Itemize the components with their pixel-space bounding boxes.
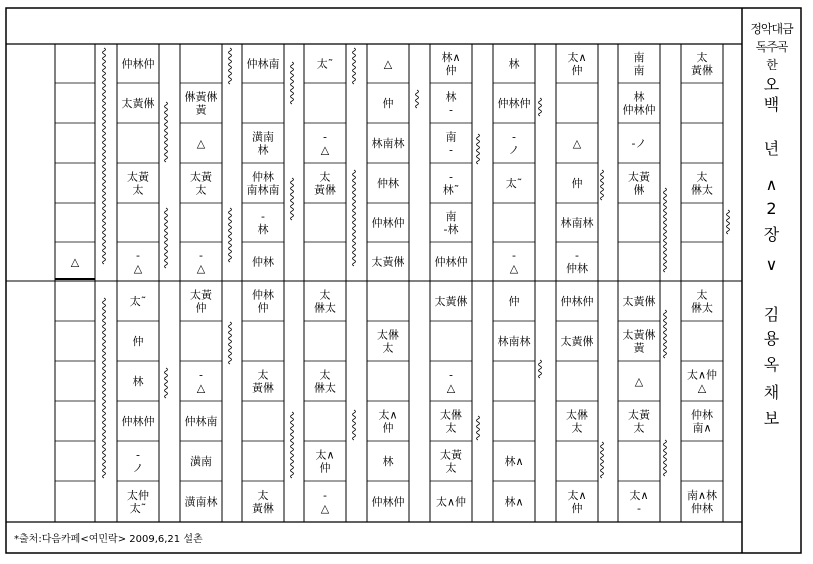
notation-cell: ノ [508,143,520,157]
vibrato-mark [727,210,730,234]
vibrato-mark [353,410,356,440]
title-char: 독주곡 [755,40,788,54]
notation-cell: △ [634,375,644,388]
vibrato-mark [165,102,168,162]
notation-cell: 仲 [445,64,457,77]
notation-cell: 南 [633,51,645,64]
notation-cell: △ [509,262,519,275]
notation-cell: 林 [257,143,269,157]
title-char: 용 [763,329,780,348]
notation-cell: 㑣太 [314,301,336,315]
notation-cell: - [637,502,641,515]
vibrato-mark [539,98,542,116]
notation-cell: 太黃 [190,170,212,184]
vibrato-mark [539,360,542,378]
notation-cell: 太黃 [628,408,650,422]
notation-cell: 林 [508,57,520,71]
notation-cell: 太∧仲 [435,495,467,509]
notation-cell: 㑣 [633,183,645,197]
notation-cell: △ [70,255,80,269]
notation-cell: - [512,130,516,144]
notation-cell: - [199,368,203,382]
notation-cell: 林 [382,455,394,468]
notation-cell: - [199,249,203,262]
notation-cell: 太∧ [567,51,587,64]
notation-cell: △ [572,137,582,150]
notation-cell: 太 [195,183,207,197]
notation-cell: 太 [633,421,645,435]
notation-cell: 太 [257,368,269,382]
notation-cell: - [323,130,327,144]
notation-cell: 林 [132,375,144,388]
notation-cell: 㑣太 [691,301,713,315]
vibrato-mark [103,48,106,264]
notation-cell: 潢南 [252,130,274,144]
notation-cell: 太黃㑣 [560,335,594,348]
notation-cell: - [449,143,453,157]
notation-cell: 林南林 [497,335,531,348]
notation-cell: 太 [445,461,457,475]
notation-cell: 仲 [508,295,520,308]
vibrato-mark [664,440,667,476]
notation-cell: 仲 [571,177,583,190]
notation-cell: 仲林 [377,177,399,190]
notation-cell: 㑣黃㑣 [184,90,218,104]
notation-cell: 仲 [132,335,144,348]
title-char: 정악대금 [750,22,793,36]
title-char: 옥 [763,355,780,374]
notation-cell: △ [697,381,707,395]
title-box [742,8,801,553]
notation-cell: 黃㑣 [314,183,336,197]
notation-cell: 太㑣 [377,328,399,342]
notation-cell: 黃㑣 [252,502,274,515]
notation-cell: 太 [319,170,331,184]
notation-cell: ノ [132,461,144,475]
notation-cell: △ [320,143,330,157]
notation-cell: 仲林南 [184,415,218,428]
notation-cell: 仲林仲 [371,216,405,230]
notation-cell: 黃㑣 [252,381,274,395]
notation-cell: - [449,368,453,382]
notation-cell: 林 [257,223,269,236]
notation-cell: 太黃 [190,288,212,302]
notation-cell: 林 [633,90,645,104]
notation-cell: △ [446,381,456,395]
vibrato-mark [416,90,419,108]
notation-cell: -ノ [631,137,647,150]
notation-cell: 太仲 [127,489,149,502]
title-char: 김 [763,305,780,324]
notation-cell: 仲林 [691,408,713,422]
notation-cell: 仲 [257,301,269,315]
vibrato-mark [601,442,604,478]
title-char: 한 [766,58,777,72]
notation-cell: 太∧ [567,489,587,502]
vibrato-mark [165,208,168,268]
title-char: 오 [763,75,780,94]
vibrato-mark [353,48,356,84]
notation-cell: 太㑣 [566,408,588,422]
notation-cell: 南 [445,210,457,223]
notation-cell: 南 [633,64,645,77]
notation-cell: 南 [445,130,457,144]
notation-cell: 太 [132,183,144,197]
notation-cell: 太˜ [129,295,147,308]
notation-cell: 林∧ [504,455,524,468]
title-char: ∨ [765,255,778,274]
title-char: ∧ [765,175,778,194]
notation-cell: 太 [696,288,708,302]
notation-cell: 太 [319,288,331,302]
notation-cell: △ [196,262,206,275]
notation-cell: - [136,249,140,262]
notation-cell: 太黃㑣 [622,295,656,308]
notation-cell: 太∧ [315,448,335,462]
notation-cell: 仲林 [252,255,274,269]
notation-cell: 黃 [195,103,207,117]
notation-cell: △ [320,502,330,515]
notation-cell: - [575,249,579,262]
footnote-source: *출처:다음카페<여민락> 2009,6,21 설촌 [14,534,203,545]
notation-cell: 㑣太 [691,183,713,197]
title-char: 보 [763,409,780,428]
notation-cell: 仲林 [252,288,274,302]
notation-cell: △ [133,262,143,275]
vibrato-mark [601,170,604,200]
vibrato-mark [664,188,667,272]
title-char: 채 [763,383,780,402]
notation-cell: 黃 [633,341,645,355]
notation-cell: 南∧林 [686,489,718,502]
notation-cell: 林˜ [442,183,460,197]
vibrato-mark [353,170,356,266]
notation-cell: 太∧ [378,408,398,422]
title-char: 년 [763,139,780,158]
notation-cell: 太黃㑣 [371,255,405,269]
vibrato-mark [291,62,294,104]
notation-cell: 林南林 [560,216,594,230]
notation-cell: 太˜ [129,502,147,515]
vibrato-mark [229,208,232,262]
notation-cell: 仲 [319,461,331,475]
notation-cell: 仲林 [252,170,274,184]
notation-cell: 太黃 [628,170,650,184]
notation-cell: 南林南 [246,183,280,197]
vibrato-mark [291,178,294,220]
notation-cell: - [449,170,453,184]
notation-cell: 仲林南 [246,57,280,71]
notation-cell: 太∧仲 [686,368,718,382]
notation-cell: - [449,103,453,117]
vibrato-mark [229,48,232,84]
notation-cell: 太黃㑣 [434,295,468,308]
notation-cell: 太 [257,489,269,502]
title-char: 2 [766,199,777,218]
notation-cell: 仲林 [691,502,713,515]
notation-cell: 太 [571,421,583,435]
notation-cell: -林 [443,223,459,236]
notation-cell: 林 [445,90,457,104]
notation-cell: 太˜ [316,57,334,71]
title-char: 백 [763,95,780,114]
notation-cell: 林∧ [441,51,461,64]
notation-cell: 仲林仲 [560,295,594,308]
notation-cell: 仲 [571,64,583,77]
vibrato-mark [103,298,106,478]
vibrato-mark [477,416,480,440]
notation-cell: 太∧ [629,489,649,502]
notation-cell: 太˜ [505,177,523,190]
notation-cell: - [323,489,327,502]
notation-cell: 太 [445,421,457,435]
notation-cell: - [136,448,140,462]
notation-cell: 仲林 [566,262,588,275]
notation-cell: 潢南林 [184,495,218,509]
vibrato-mark [229,322,232,364]
title-char: 장 [763,225,780,244]
notation-cell: 仲 [382,97,394,110]
notation-cell: 仲林仲 [371,495,405,509]
notation-cell: 仲林仲 [622,103,656,117]
notation-cell: 仲林仲 [434,255,468,269]
notation-cell: 仲 [195,301,207,315]
notation-cell: 林南林 [371,137,405,150]
notation-cell: 太黃㑣 [121,97,155,110]
notation-cell: 太㑣 [440,408,462,422]
notation-cell: 仲 [382,421,394,435]
notation-cell: 太黃㑣 [622,328,656,342]
notation-cell: 仲林仲 [121,415,155,428]
notation-cell: 太 [319,368,331,382]
vibrato-mark [291,412,294,478]
notation-cell: 南∧ [692,421,712,435]
notation-cell: △ [383,57,393,71]
notation-cell: 太 [696,170,708,184]
notation-cell: 仲林仲 [121,57,155,71]
vibrato-mark [664,310,667,358]
notation-cell: 仲林仲 [497,97,531,110]
notation-cell: 仲 [571,502,583,515]
notation-cell: 太 [696,51,708,64]
notation-cell: 㑣太 [314,381,336,395]
notation-cell: 太黃 [127,170,149,184]
notation-cell: - [261,210,265,223]
notation-cell: 林∧ [504,495,524,509]
notation-cell: - [512,249,516,262]
vibrato-mark [165,368,168,398]
notation-cell: 太 [382,341,394,355]
notation-cell: 黃㑣 [691,64,713,77]
notation-cell: △ [196,137,206,150]
vibrato-mark [477,134,480,164]
notation-cell: 太黃 [440,448,462,462]
notation-cell: 潢南 [190,455,212,468]
notation-cell: △ [196,381,206,395]
